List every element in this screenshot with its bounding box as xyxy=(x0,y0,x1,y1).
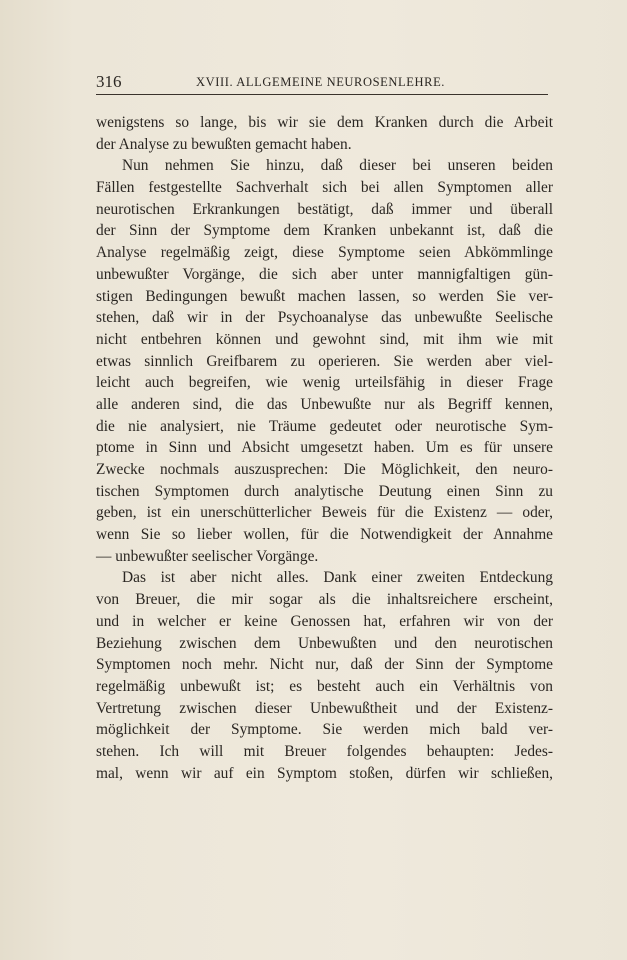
text-line: ptome in Sinn und Absicht umgesetzt haben. Um es für unsere xyxy=(96,439,553,457)
text-line: von Breuer, die mir sogar als die inhaltsreichere erscheint, xyxy=(96,591,553,609)
page-header xyxy=(96,72,548,95)
text-line: mal, wenn wir auf ein Symptom stoßen, dürfen wir schließen, xyxy=(96,764,553,782)
text-line: möglichkeit der Symptome. Sie werden mich bald ver- xyxy=(96,721,553,739)
text-line: unbewußter Vorgänge, die sich aber unter mannigfaltigen gün- xyxy=(96,265,553,283)
text-line: alle anderen sind, die das Unbewußte nur als Begriff kennen, xyxy=(96,395,553,413)
text-line: stehen. Ich will mit Breuer folgendes behaupten: Jedes- xyxy=(96,742,553,760)
text-line: stigen Bedingungen bewußt machen lassen, so werden Sie ver- xyxy=(96,287,553,305)
text-line: Beziehung zwischen dem Unbewußten und den neurotischen xyxy=(96,634,553,652)
text-line: Analyse regelmäßig zeigt, diese Symptome seien Abkömmlinge xyxy=(96,244,553,262)
text-line: Nun nehmen Sie hinzu, daß dieser bei unseren beiden xyxy=(122,157,553,175)
text-line: geben, ist ein unerschütterlicher Beweis für die Existenz — oder, xyxy=(96,504,553,522)
page-number: 316 xyxy=(96,72,122,91)
text-line: Zwecke nochmals auszusprechen: Die Möglichkeit, den neuro- xyxy=(96,461,553,478)
text-line: stehen, daß wir in der Psychoanalyse das unbewußte Seelische xyxy=(96,309,553,327)
text-line: die nie analysiert, nie Träume gedeutet oder neurotische Sym- xyxy=(96,417,553,435)
text-line: regelmäßig unbewußt ist; es besteht auch ein Verhältnis von xyxy=(96,677,553,695)
text-line: etwas sinnlich Greifbarem zu operieren. Sie werden aber viel- xyxy=(96,352,553,370)
text-line: Das ist aber nicht alles. Dank einer zweiten Entdeckung xyxy=(122,569,553,587)
text-line: wenigstens so lange, bis wir sie dem Kranken durch die Arbeit xyxy=(96,114,553,131)
text-line: — unbewußter seelischer Vorgänge. xyxy=(96,547,319,565)
text-line: leicht auch begreifen, wie wenig urteilsfähig in dieser Frage xyxy=(96,374,553,392)
text-line: Fällen festgestellte Sachverhalt sich bei allen Symptomen aller xyxy=(96,179,553,197)
text-line: Symptomen noch mehr. Nicht nur, daß der Sinn der Symptome xyxy=(96,656,553,674)
body-text xyxy=(96,112,553,784)
running-head: XVIII. ALLGEMEINE NEUROSENLEHRE. xyxy=(196,75,446,89)
text-line: Vertretung zwischen dieser Unbewußtheit und der Existenz- xyxy=(96,699,553,717)
text-line: der Analyse zu bewußten gemacht haben. xyxy=(96,135,352,153)
text-line: neurotischen Erkrankungen bestätigt, daß immer und überall xyxy=(96,200,553,218)
text-line: der Sinn der Symptome dem Kranken unbekannt ist, daß die xyxy=(96,222,553,240)
text-line: wenn Sie so lieber wollen, für die Notwendigkeit der Annahme xyxy=(96,526,553,544)
text-line: und in welcher er keine Genossen hat, erfahren wir von der xyxy=(96,612,553,630)
text-line: nicht entbehren können und gewohnt sind, mit ihm wie mit xyxy=(96,330,553,348)
text-line: tischen Symptomen durch analytische Deutung einen Sinn zu xyxy=(96,482,553,500)
